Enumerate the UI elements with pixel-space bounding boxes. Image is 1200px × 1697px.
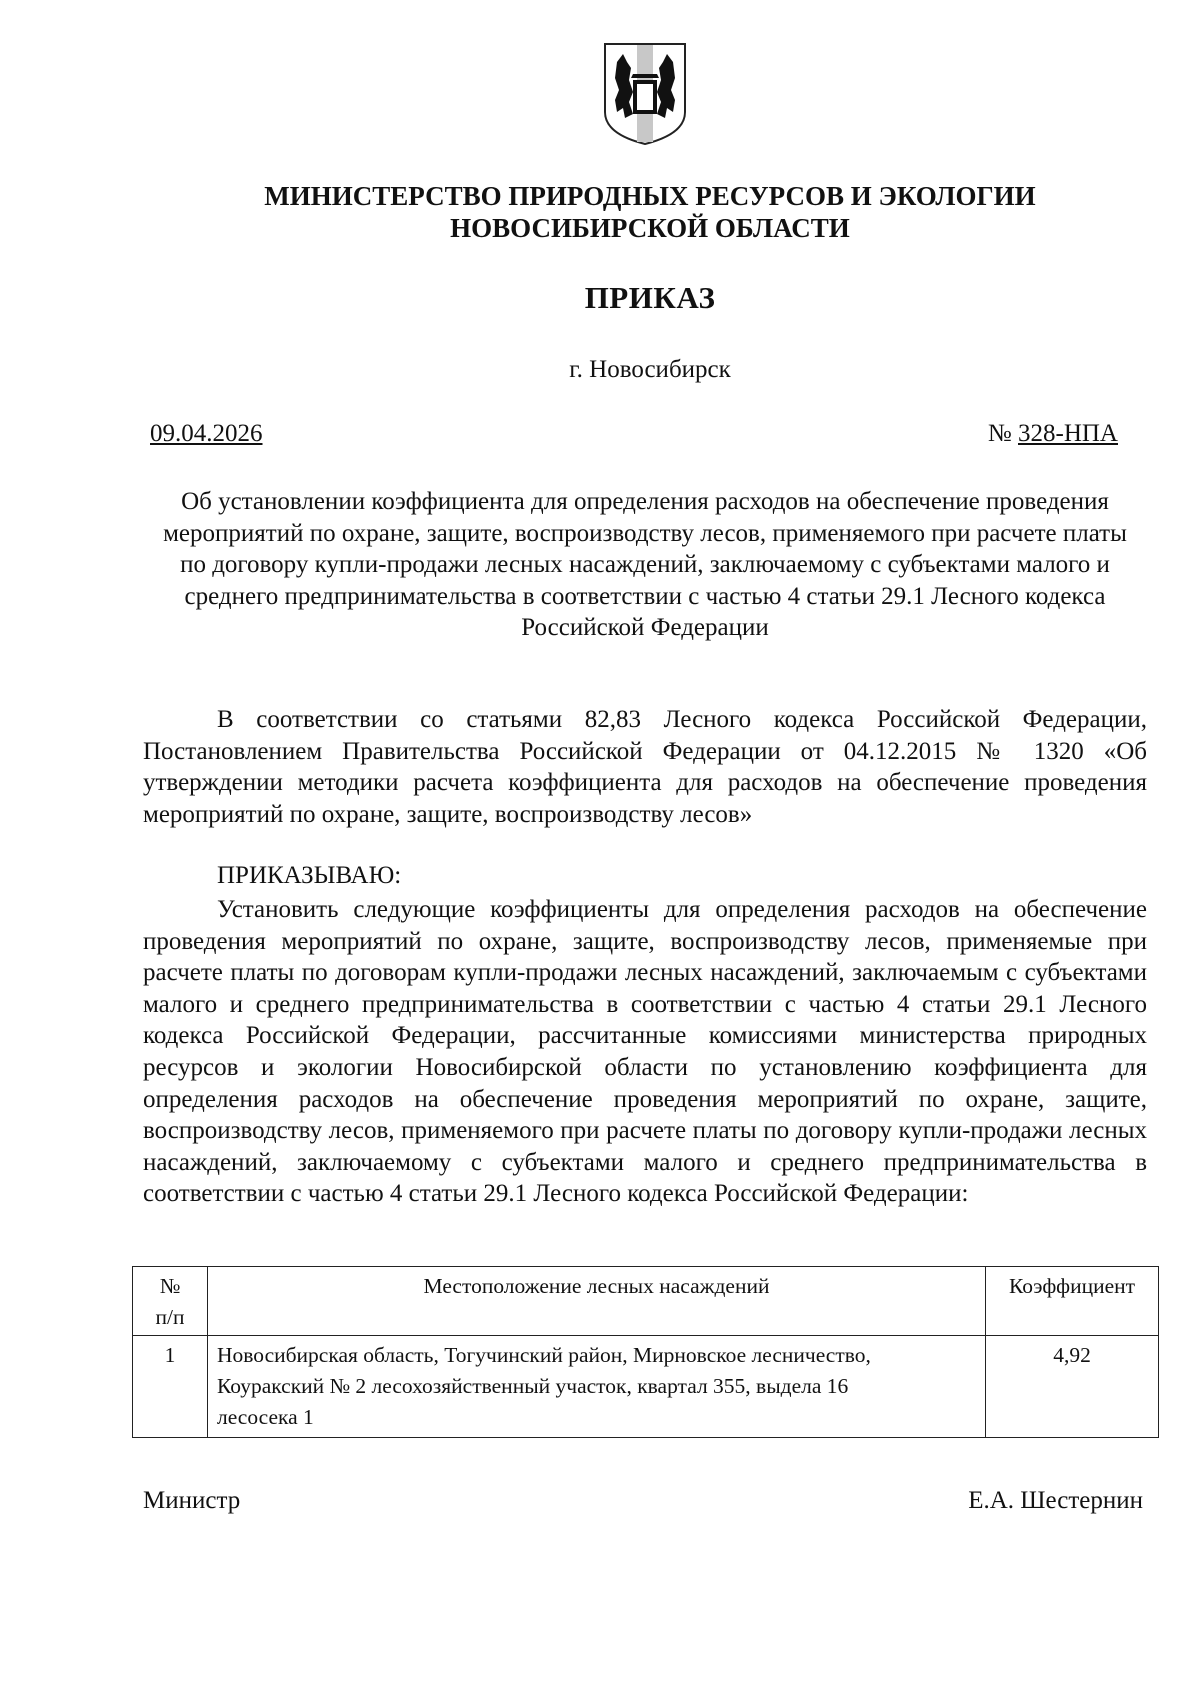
row-location-line-1: Новосибирская область, Тогучинский район, Мирновское лесничество,	[217, 1343, 871, 1367]
header-num-line-2: п/п	[155, 1305, 185, 1329]
document-city: г. Новосибирск	[569, 356, 731, 383]
ministry-line-2: НОВОСИБИРСКОЙ ОБЛАСТИ	[450, 213, 850, 243]
number-value: 328-НПА	[1018, 420, 1118, 447]
document-subject: Об установлении коэффициента для определения расходов на обеспечение проведения мероприятий по охране, защите, воспроизводству лесов, применяемого при расчете платы по договору купли-продажи лесных насаждений, заключаемому с субъектами малого и среднего предпринимательства в соответствии с частью 4 статьи 29.1 Лесного кодекса Российской Федерации	[163, 488, 1127, 642]
document-number	[988, 420, 1118, 448]
coefficient-table	[132, 1266, 1159, 1438]
document-date: 09.04.2026	[150, 420, 263, 447]
preamble-paragraph: В соответствии со статьями 82,83 Лесного кодекса Российской Федерации, Постановлением Правительства Российской Федерации от 04.12.2015 № 1320 «Об утверждении методики расчета коэффициента для расходов на обеспечение проведения мероприятий по охране, защите, воспроизводству лесов»	[143, 706, 1147, 828]
row-location	[208, 1336, 986, 1438]
number-prefix: №	[987, 420, 1012, 447]
order-body-paragraph: Установить следующие коэффициенты для определения расходов на обеспечение проведения мероприятий по охране, защите, воспроизводству лесов, применяемые при расчете платы по договорам купли-продажи лесных насаждений, заключаемым с субъектами малого и среднего предпринимательства в соответствии с частью 4 статьи 29.1 Лесного кодекса Российской Федерации, рассчитанные комиссиями министерства природных ресурсов и экологии Новосибирской области по установлению коэффициента для определения расходов на обеспечение проведения мероприятий по охране, защите, воспроизводству лесов, применяемого при расчете платы по договору купли-продажи лесных насаждений, заключаемому с субъектами малого и среднего предпринимательства в соответствии с частью 4 статьи 29.1 Лесного кодекса Российской Федерации:	[143, 896, 1147, 1208]
header-num	[133, 1267, 208, 1336]
header-coefficient: Коэффициент	[986, 1267, 1159, 1336]
ministry-name	[100, 180, 1200, 244]
signature-title: Министр	[143, 1487, 241, 1514]
header-num-line-1: №	[159, 1274, 181, 1298]
document-type: ПРИКАЗ	[584, 280, 716, 315]
table-row	[133, 1336, 1159, 1438]
table-header-row	[133, 1267, 1159, 1336]
row-location-line-2: Коуракский № 2 лесохозяйственный участок, квартал 355, выдела 16	[217, 1374, 849, 1398]
coat-of-arms-icon	[603, 42, 687, 146]
row-num: 1	[133, 1336, 208, 1438]
header-location: Местоположение лесных насаждений	[208, 1267, 986, 1336]
signature-name: Е.А. Шестернин	[968, 1487, 1143, 1514]
ministry-line-1: МИНИСТЕРСТВО ПРИРОДНЫХ РЕСУРСОВ И ЭКОЛОГИИ	[264, 181, 1036, 211]
row-coefficient: 4,92	[986, 1336, 1159, 1438]
row-location-line-3: лесосека 1	[217, 1405, 314, 1429]
order-word: ПРИКАЗЫВАЮ:	[217, 862, 402, 889]
